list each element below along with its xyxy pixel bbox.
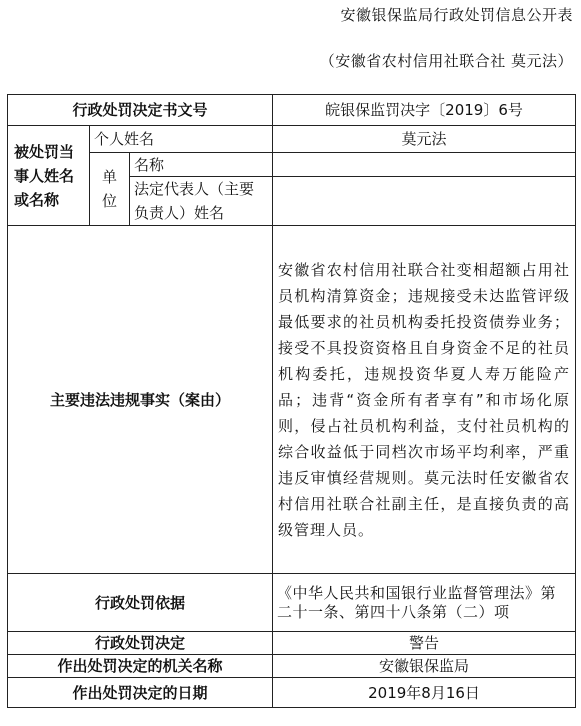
violation-value: 安徽省农村信用社联合社变相超额占用社员机构清算资金；违规接受未达监管评级最低要求的社员机构委托投资债券业务；接受不具投资资格且自身资金不足的社员机构委托，违规投资华夏人寿万能险产品；违背“资金所有者享有”和市场化原则，侵占社员机构利益，支付社员机构的综合收益低于同档次市场平均利率，严重违反审慎经营规则。莫元法时任安徽省农村信用社联合社副主任，是直接负责的高级管理人员。 <box>273 226 576 574</box>
violation-label: 主要违法违规事实（案由） <box>8 226 273 574</box>
unit-label: 单位 <box>90 153 130 226</box>
doc-number-value: 皖银保监罚决字〔2019〕6号 <box>273 95 576 126</box>
basis-label: 行政处罚依据 <box>8 574 273 632</box>
decision-value: 警告 <box>273 632 576 655</box>
table-row <box>8 153 576 177</box>
doc-number-label: 行政处罚决定书文号 <box>8 95 273 126</box>
decision-label: 行政处罚决定 <box>8 632 273 655</box>
table-row <box>8 226 576 574</box>
individual-name-label: 个人姓名 <box>90 126 273 153</box>
date-label: 作出处罚决定的日期 <box>8 678 273 708</box>
page-subtitle: （安徽省农村信用社联合社 莫元法） <box>319 52 573 70</box>
table-row <box>8 95 576 126</box>
individual-name-value: 莫元法 <box>273 126 576 153</box>
party-label: 被处罚当事人姓名或名称 <box>8 126 90 226</box>
legal-rep-label: 法定代表人（主要负责人）姓名 <box>130 177 273 226</box>
table-row <box>8 655 576 678</box>
date-value: 2019年8月16日 <box>273 678 576 708</box>
page-title: 安徽银保监局行政处罚信息公开表 <box>340 6 573 24</box>
legal-rep-value <box>273 177 576 226</box>
table-row <box>8 632 576 655</box>
authority-value: 安徽银保监局 <box>273 655 576 678</box>
authority-label: 作出处罚决定的机关名称 <box>8 655 273 678</box>
unit-name-value <box>273 153 576 177</box>
penalty-info-table <box>7 94 576 708</box>
unit-name-label: 名称 <box>130 153 273 177</box>
table-row <box>8 574 576 632</box>
basis-value: 《中华人民共和国银行业监督管理法》第二十一条、第四十八条第（二）项 <box>273 574 576 632</box>
table-row <box>8 678 576 708</box>
table-row <box>8 126 576 153</box>
